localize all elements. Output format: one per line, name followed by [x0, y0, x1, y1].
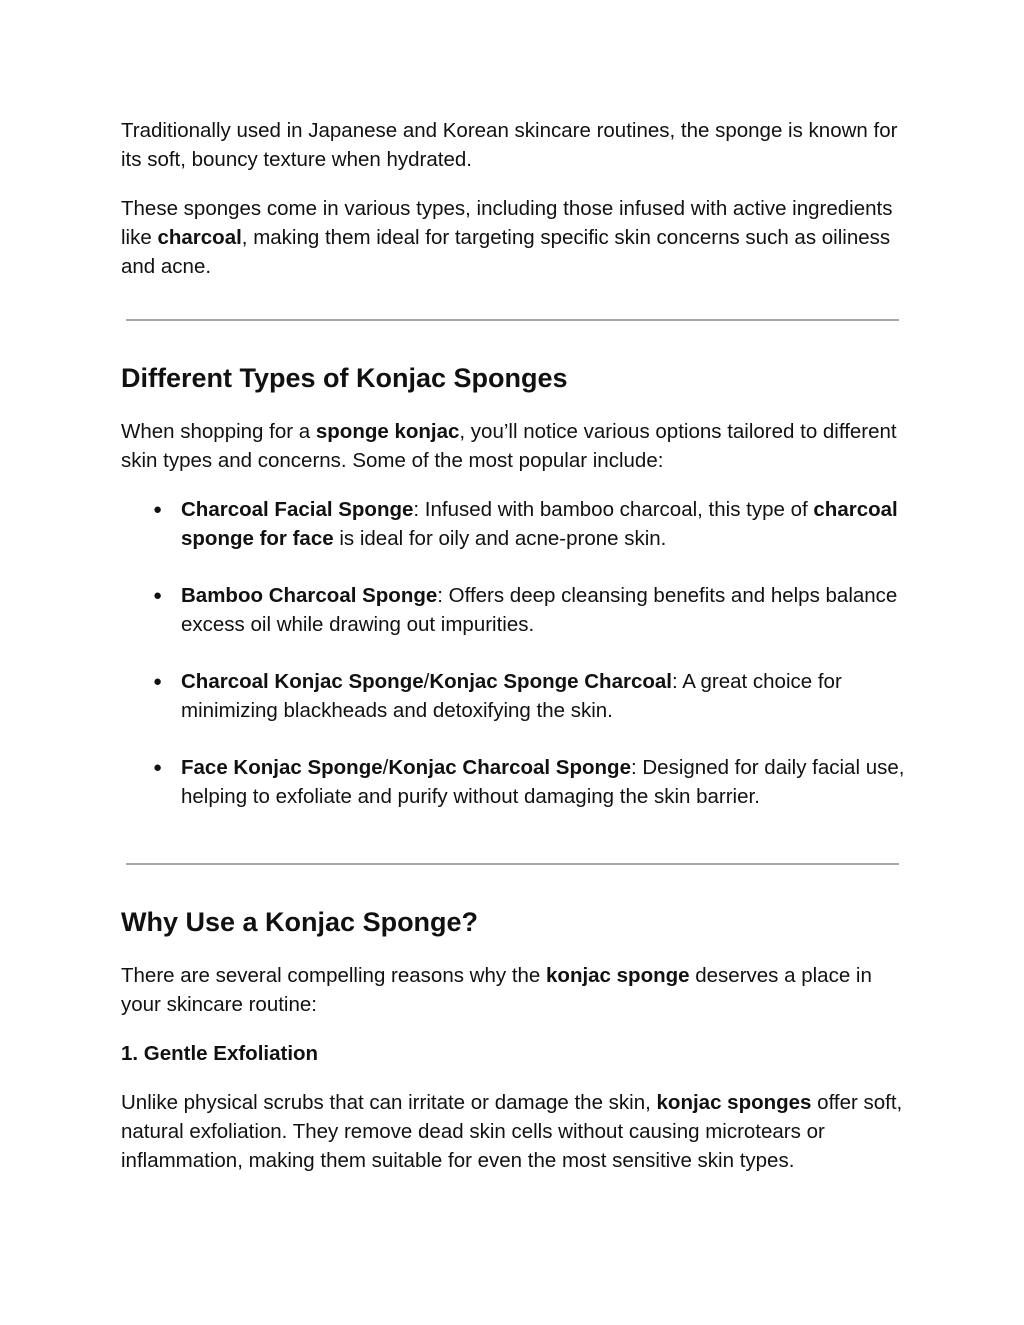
- section-heading-why: Why Use a Konjac Sponge?: [121, 907, 479, 937]
- subheading-gentle-exfoliation: 1. Gentle Exfoliation: [121, 1042, 319, 1065]
- bullet-icon: ●: [153, 587, 163, 604]
- list-item: ● Charcoal Konjac Sponge/Konjac Sponge Charcoal: A great choice for minimizing blackheads and detoxifying the skin.: [121, 667, 911, 725]
- document-page: [121, 116, 911, 1175]
- bullet-icon: ●: [153, 501, 163, 518]
- bold-term: Face Konjac Sponge: [181, 756, 383, 779]
- bold-term: Bamboo Charcoal Sponge: [181, 584, 438, 607]
- bold-term: charcoal sponge for face: [181, 498, 898, 550]
- bold-term: charcoal: [157, 226, 242, 249]
- bullet-icon: ●: [153, 673, 163, 690]
- exfoliation-paragraph: Unlike physical scrubs that can irritate or damage the skin, konjac sponges offer soft, natural exfoliation. They remove dead skin cells without causing microtears or inflammation, making them suitable for even the most sensitive skin types.: [121, 1091, 903, 1172]
- bold-term: Charcoal Facial Sponge: [181, 498, 414, 521]
- section-divider: [126, 319, 899, 321]
- list-item: ● Charcoal Facial Sponge: Infused with bamboo charcoal, this type of charcoal sponge for face is ideal for oily and acne-prone skin.: [121, 495, 911, 553]
- why-lead-paragraph: There are several compelling reasons why the konjac sponge deserves a place in your skincare routine:: [121, 964, 872, 1016]
- bold-term: konjac sponge: [546, 964, 690, 987]
- bold-term: Konjac Charcoal Sponge: [388, 756, 631, 779]
- intro-paragraph-1: Traditionally used in Japanese and Korean skincare routines, the sponge is known for its soft, bouncy texture when hydrated.: [121, 119, 898, 171]
- intro-paragraph-2: These sponges come in various types, including those infused with active ingredients like charcoal, making them ideal for targeting specific skin concerns such as oiliness and acne.: [121, 197, 893, 278]
- section-divider: [126, 863, 899, 865]
- bullet-icon: ●: [153, 759, 163, 776]
- list-item: ● Bamboo Charcoal Sponge: Offers deep cleansing benefits and helps balance excess oil while drawing out impurities.: [121, 581, 911, 639]
- bold-term: sponge konjac: [315, 420, 460, 443]
- section-heading-types: Different Types of Konjac Sponges: [121, 363, 568, 393]
- types-lead-paragraph: When shopping for a sponge konjac, you’ll notice various options tailored to different skin types and concerns. Some of the most popular include:: [121, 420, 897, 472]
- bold-term: Charcoal Konjac Sponge: [181, 670, 424, 693]
- bold-term: Konjac Sponge Charcoal: [429, 670, 672, 693]
- list-item: ● Face Konjac Sponge/Konjac Charcoal Sponge: Designed for daily facial use, helping to exfoliate and purify without damaging the skin barrier.: [121, 753, 911, 811]
- types-list: [121, 495, 911, 811]
- spacer: [121, 811, 911, 863]
- bold-term: konjac sponges: [656, 1091, 812, 1114]
